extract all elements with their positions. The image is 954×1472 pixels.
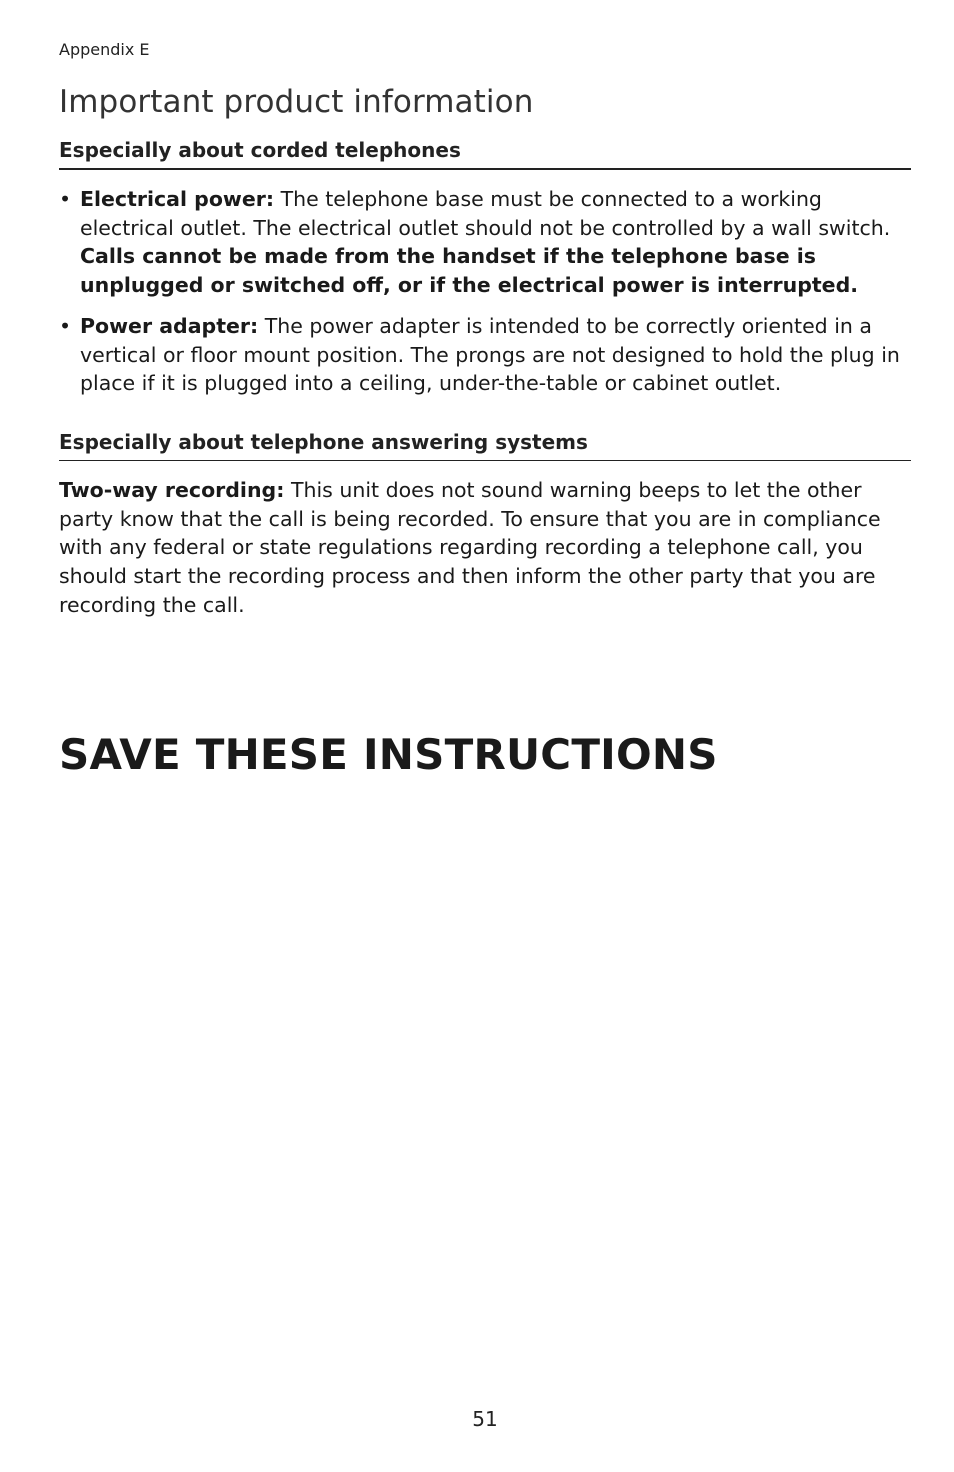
bullet-text: The power adapter is intended to be correctly oriented in a vertical or floor mount position. The prongs are not designed to hold the plug in place if it is plugged into a ceiling, under-the-table or cabinet outlet. [80, 313, 900, 396]
bullet-label: Electrical power: [80, 187, 275, 211]
answering-section-heading: Especially about telephone answering systems [59, 430, 911, 461]
bullet-electrical-power [59, 185, 911, 300]
manual-page [59, 0, 911, 1472]
bullet-dot-icon: • [59, 187, 72, 211]
two-way-recording-paragraph [59, 476, 911, 620]
bullet-text: The telephone base must be connected to a working electrical outlet. The electrical outlet should not be controlled by a wall switch. [80, 187, 891, 240]
corded-section-heading: Especially about corded telephones [59, 138, 911, 170]
running-head: Appendix E [59, 40, 150, 59]
bullet-power-adapter [59, 312, 911, 398]
bullet-bold-warning: Calls cannot be made from the handset if the telephone base is unplugged or switched off, or if the electrical power is interrupted. [80, 244, 859, 298]
page-title: Important product information [59, 84, 534, 120]
bullet-dot-icon: • [59, 313, 72, 338]
bullet-label: Power adapter: [80, 313, 259, 338]
corded-section [59, 138, 911, 398]
save-instructions-heading: SAVE THESE INSTRUCTIONS [59, 730, 718, 779]
answering-section [59, 430, 911, 620]
paragraph-label: Two-way recording: [59, 478, 285, 502]
corded-bullet-list [59, 185, 911, 398]
page-number: 51 [472, 1407, 498, 1431]
paragraph-text: This unit does not sound warning beeps to let the other party know that the call is being recorded. To ensure that you are in compliance with any federal or state regulations regarding recording a telephone call, you should start the recording process and then inform the other party that you are recording the call. [59, 478, 881, 617]
